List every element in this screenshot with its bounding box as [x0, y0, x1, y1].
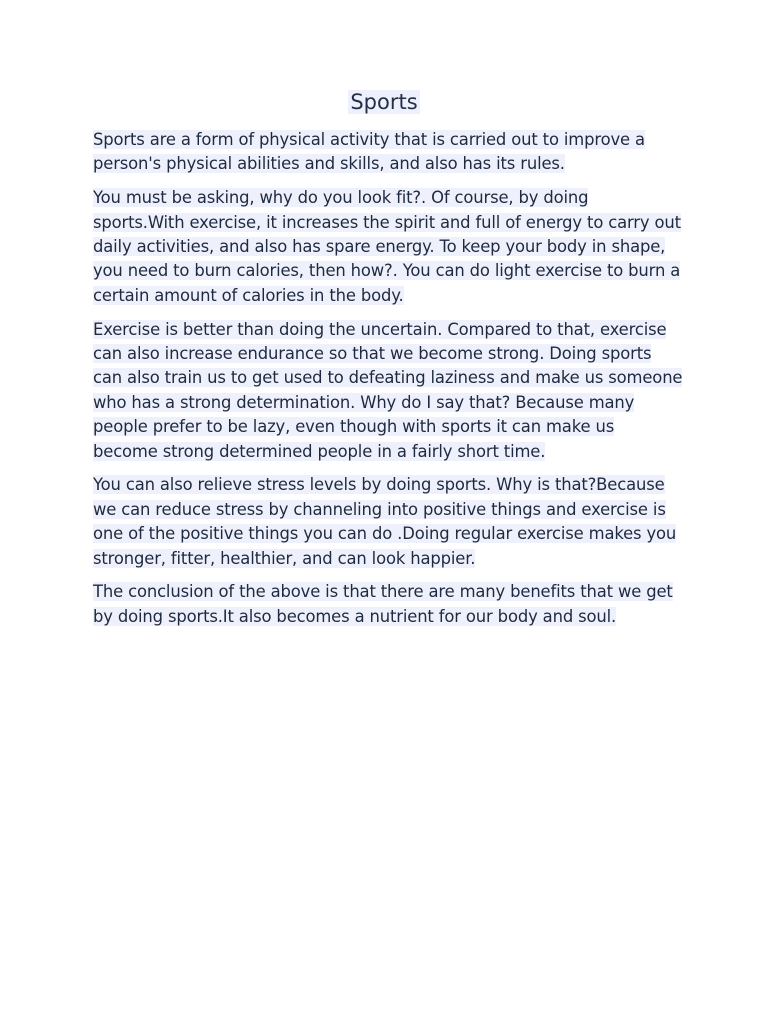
document-title-text: Sports — [350, 90, 418, 114]
document-title — [0, 88, 768, 116]
paragraph-text: You can also relieve stress levels by doing sports. Why is that?Because we can reduce stress by channeling into positive things and exercise is one of the positive things you can do .Doing regular exercise makes you stronger, fitter, healthier, and can look happier. — [93, 475, 677, 568]
paragraph-text: Exercise is better than doing the uncertain. Compared to that, exercise can also increase endurance so that we become strong. Doing sports can also train us to get used to defeating laziness and make us someone who has a strong determination. Why do I say that? Because many people prefer to be lazy, even though with sports it can make us become strong determined people in a fairly short time. — [93, 319, 683, 461]
document-body — [93, 128, 683, 639]
paragraph-2 — [93, 186, 683, 308]
paragraph-text: You must be asking, why do you look fit?. Of course, by doing sports.With exercise, it increases the spirit and full of energy to carry out daily activities, and also has spare energy. To keep your body in shape, you need to burn calories, then how?. You can do light exercise to burn a certain amount of calories in the body. — [93, 188, 681, 305]
paragraph-1 — [93, 128, 683, 177]
paragraph-4 — [93, 473, 683, 571]
paragraph-3 — [93, 318, 683, 464]
paragraph-text: Sports are a form of physical activity that is carried out to improve a person's physical abilities and skills, and also has its rules. — [93, 130, 645, 174]
paragraph-5 — [93, 580, 683, 629]
paragraph-text: The conclusion of the above is that there are many benefits that we get by doing sports.It also becomes a nutrient for our body and soul. — [93, 582, 673, 626]
